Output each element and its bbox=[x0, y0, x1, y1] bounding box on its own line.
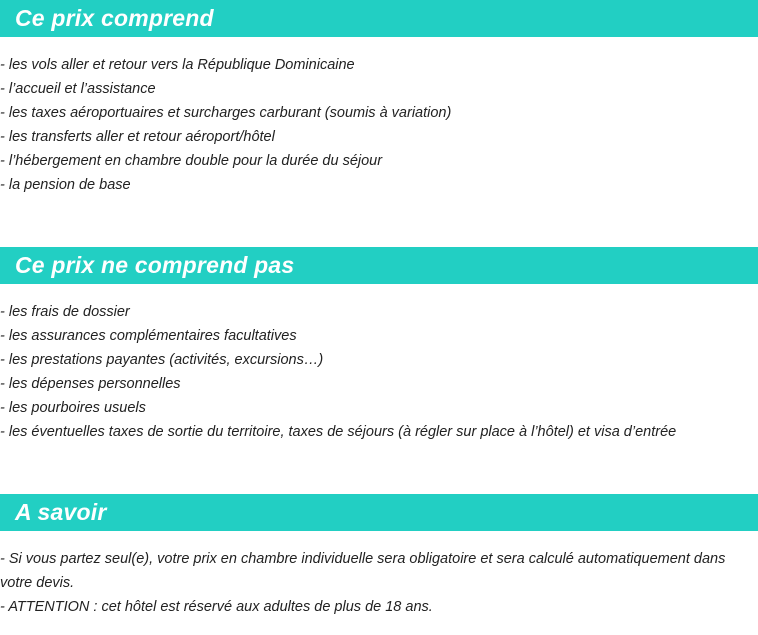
list-item: - ATTENTION : cet hôtel est réservé aux adultes de plus de 18 ans. bbox=[0, 599, 433, 615]
list-item: - les frais de dossier bbox=[0, 304, 130, 320]
not-included-section bbox=[0, 247, 758, 444]
list-item: - les éventuelles taxes de sortie du territoire, taxes de séjours (à régler sur place à l’hôtel) et visa d’entrée bbox=[0, 424, 677, 440]
list-item: - Si vous partez seul(e), votre prix en chambre individuelle sera obligatoire et sera calculé automatiquement dans votre devis. bbox=[0, 551, 726, 591]
included-section bbox=[0, 0, 758, 197]
included-list bbox=[0, 53, 758, 197]
list-item: - les transferts aller et retour aéroport/hôtel bbox=[0, 129, 275, 145]
list-item: - les vols aller et retour vers la République Dominicaine bbox=[0, 57, 355, 73]
included-title: Ce prix comprend bbox=[15, 5, 214, 31]
list-item: - les taxes aéroportuaires et surcharges carburant (soumis à variation) bbox=[0, 105, 452, 121]
list-item: - l’hébergement en chambre double pour la durée du séjour bbox=[0, 153, 383, 169]
not-included-title: Ce prix ne comprend pas bbox=[15, 252, 295, 278]
good-to-know-title: A savoir bbox=[15, 499, 107, 525]
list-item: - l’accueil et l’assistance bbox=[0, 81, 156, 97]
good-to-know-header bbox=[0, 494, 758, 531]
list-item: - les pourboires usuels bbox=[0, 400, 146, 416]
not-included-header bbox=[0, 247, 758, 284]
list-item: - les dépenses personnelles bbox=[0, 376, 181, 392]
list-item: - les assurances complémentaires facultatives bbox=[0, 328, 297, 344]
list-item: - la pension de base bbox=[0, 177, 131, 193]
good-to-know-section bbox=[0, 494, 758, 619]
good-to-know-list bbox=[0, 547, 758, 619]
included-header bbox=[0, 0, 758, 37]
list-item: - les prestations payantes (activités, excursions…) bbox=[0, 352, 324, 368]
not-included-list bbox=[0, 300, 758, 444]
